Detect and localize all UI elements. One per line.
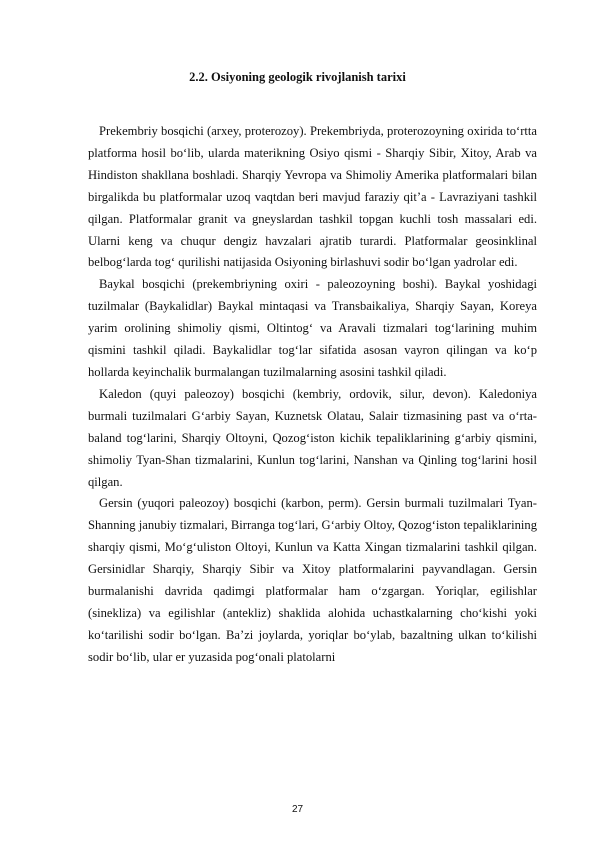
paragraph-gersin: Gersin (yuqori paleozoy) bosqichi (karbon, perm). Gersin burmali tuzilmalari Tyan-Shanning janubiy tizmalari, Birranga togʻlari, Gʻarbiy Oltoy, Qozogʻiston tepaliklarining sharqiy qismi, Moʻgʻuliston Oltoyi, Kunlun va Katta Xingan tizmalarini tashkil qilgan. Gersinidlar Sharqiy, Sharqiy Sibir va Xitoy platformalarini payvandlagan. Gersin burmalanishi davrida qadimgi platformalar ham oʻzgargan. Yoriqlar, egilishlar (sinekliza) va egilishlar (antekliz) shaklida alohida uchastkalarning choʻkishi yoki koʻtarilishi sodir boʻlgan. Ba’zi joylarda, yoriqlar boʻylab, bazaltning ulkan toʻkilishi sodir boʻlib, ular er yuzasida pogʻonali platolarni [88,496,537,664]
page-number: 27 [291,804,304,815]
paragraph-prekembriy: Prekembriy bosqichi (arxey, proterozoy). Prekembriyda, proterozoyning oxirida toʻrtta platforma hosil boʻlib, ularda materikning Osiyo qismi - Sharqiy Sibir, Xitoy, Arab va Hindiston shakllana boshladi. Sharqiy Yevropa va Shimoliy Amerika platformalari bilan birgalikda bu platformalar uzoq vaqtdan beri mavjud faraziy qit’a - Lavraziyani tashkil qilgan. Platformalar granit va gneyslardan tashkil topgan kuchli tosh massalari edi. Ularni keng va chuqur dengiz havzalari ajratib turardi. Platformalar geosinklinal belbogʻlarda togʻ qurilishi natijasida Osiyoning birlashuvi sodir boʻlgan yadrolar edi. [88,124,537,270]
paragraph-baykal: Baykal bosqichi (prekembriyning oxiri - paleozoyning boshi). Baykal yoshidagi tuzilmalar (Baykalidlar) Baykal mintaqasi va Transbaikaliya, Sharqiy Sayan, Koreya yarim orolining shimoliy qismi, Oltintogʻ va Aravali tizmalari togʻlarining muhim qismini tashkil qiladi. Baykalidlar togʻlar sifatida asosan vayron qilingan va koʻp hollarda keyinchalik burmalangan tuzilmalarning asosini tashkil qiladi. [88,277,537,379]
section-heading: 2.2. Osiyoning geologik rivojlanish tarixi [189,70,406,84]
body-text [88,121,537,669]
paragraph-kaledon: Kaledon (quyi paleozoy) bosqichi (kembriy, ordovik, silur, devon). Kaledoniya burmali tuzilmalari Gʻarbiy Sayan, Kuznetsk Olatau, Salair tizmasining past va oʻrta-baland togʻlarini, Sharqiy Oltoyni, Qozogʻiston kichik tepaliklarining gʻarbiy qismini, shimoliy Tyan-Shan tizmalarini, Kunlun togʻlarini, Nanshan va Qinling togʻlarini hosil qilgan. [88,386,537,489]
